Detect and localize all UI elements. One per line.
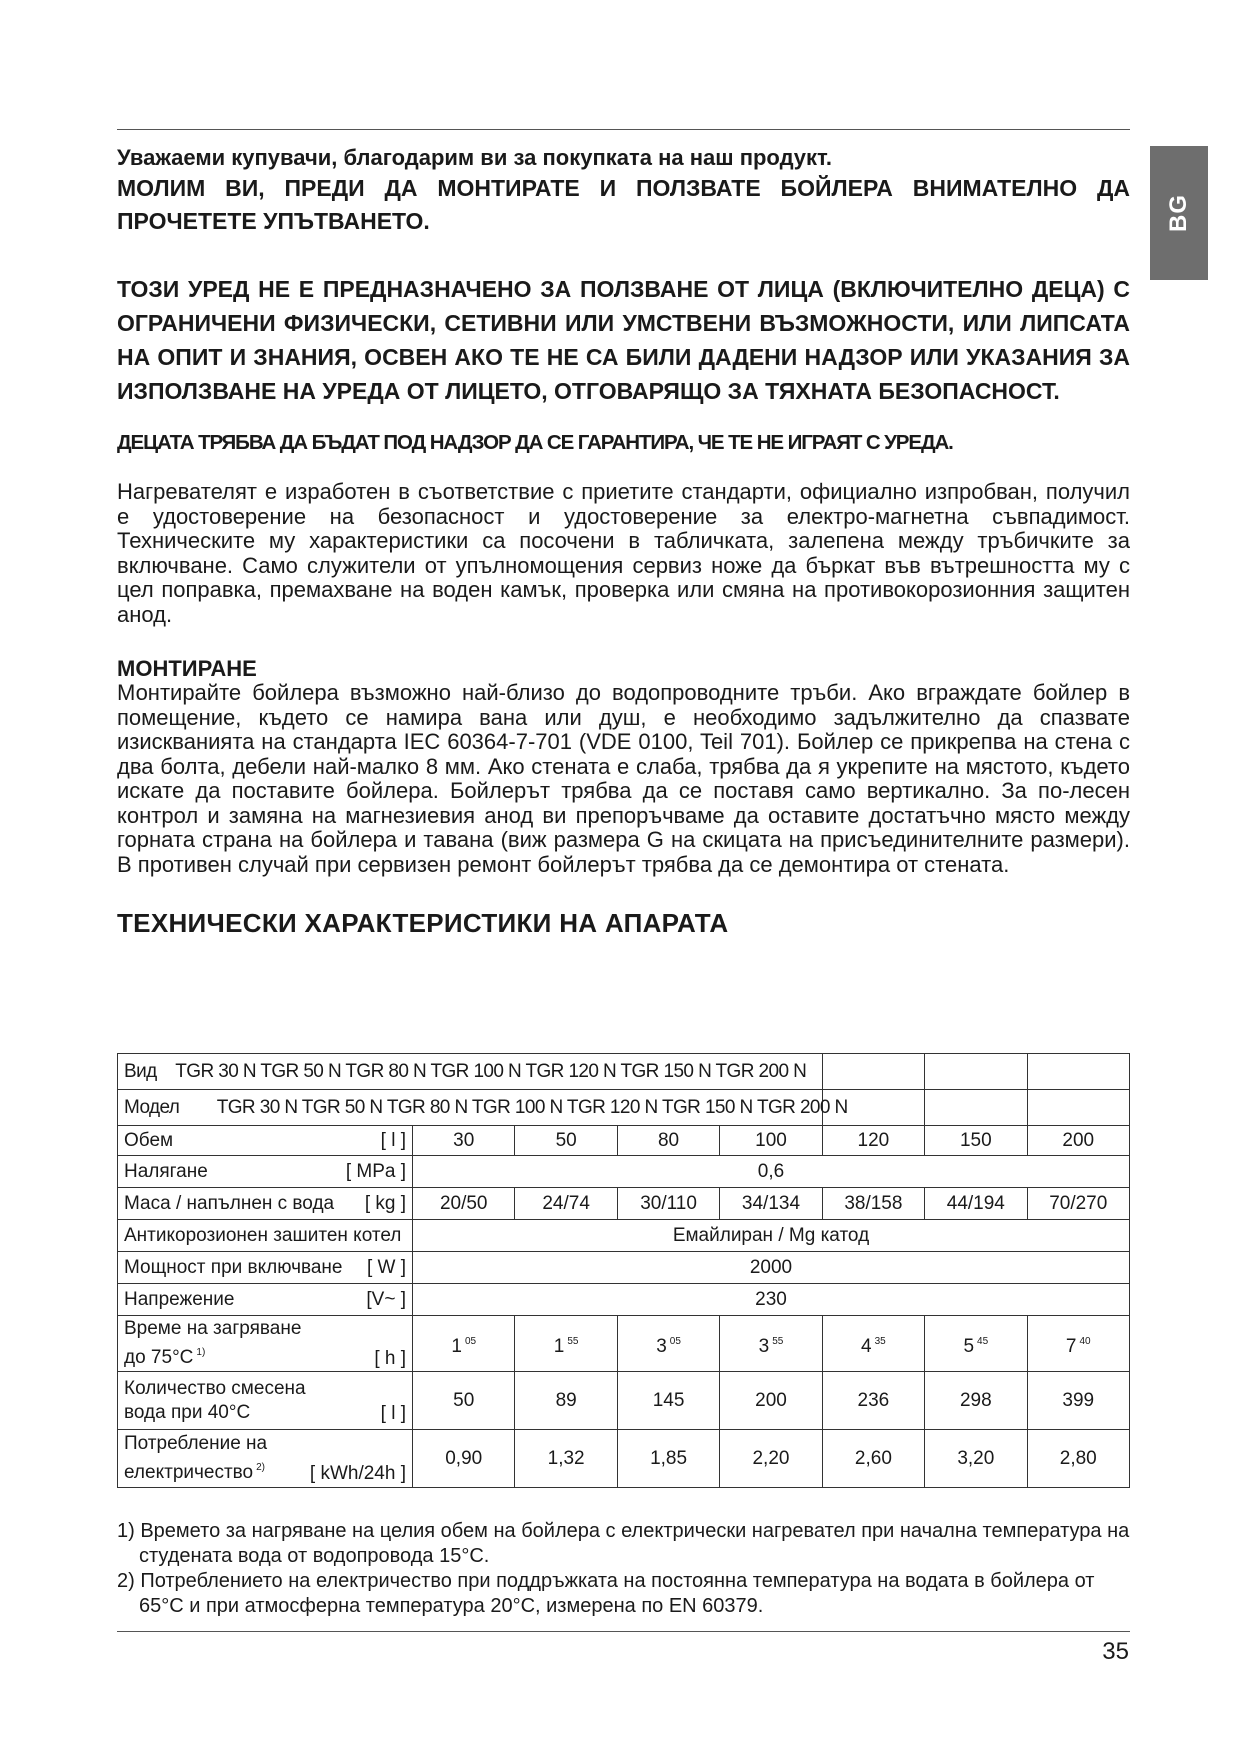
mass-value: 30/110 bbox=[617, 1188, 719, 1220]
power-label: Мощност при включване bbox=[124, 1257, 343, 1278]
pressure-value: 0,6 bbox=[413, 1156, 1130, 1188]
mixed-water-value: 200 bbox=[720, 1372, 822, 1430]
volume-value: 80 bbox=[617, 1126, 719, 1156]
mass-value: 44/194 bbox=[925, 1188, 1027, 1220]
language-tab-label: BG bbox=[1165, 194, 1192, 232]
anticorrosion-value: Емайлиран / Mg катод bbox=[413, 1220, 1130, 1252]
table-row-anticorrosion bbox=[118, 1220, 1130, 1252]
mounting-heading: МОНТИРАНЕ bbox=[117, 656, 257, 681]
mixed-water-value: 236 bbox=[822, 1372, 924, 1430]
model-values: TGR 30 N TGR 50 N TGR 80 N TGR 100 N TGR 120 N TGR 150 N TGR 200 N bbox=[216, 1097, 848, 1118]
table-row-mixed-water bbox=[118, 1372, 1130, 1430]
anticorrosion-label: Антикорозионен зашитен котел bbox=[118, 1220, 413, 1252]
type-cell bbox=[118, 1054, 807, 1090]
mass-label: Маса / напълнен с вода bbox=[124, 1193, 335, 1214]
power-unit: [ W ] bbox=[366, 1257, 406, 1278]
voltage-unit: [V~ ] bbox=[366, 1289, 406, 1310]
mixed-water-value: 50 bbox=[413, 1372, 515, 1430]
model-label: Модел bbox=[124, 1097, 180, 1118]
mass-value: 70/270 bbox=[1027, 1188, 1129, 1220]
mass-unit: [ kg ] bbox=[364, 1193, 406, 1214]
tech-specs-table bbox=[117, 1053, 1130, 1488]
volume-value: 120 bbox=[822, 1126, 924, 1156]
pressure-unit: [ MPa ] bbox=[345, 1161, 406, 1182]
heating-time-value: 3 $^{05}$ bbox=[617, 1316, 719, 1372]
volume-value: 200 bbox=[1027, 1126, 1129, 1156]
mixed-water-label-1: Количество смесена bbox=[124, 1377, 306, 1399]
heating-time-label-2: до 75°C bbox=[124, 1347, 194, 1368]
pressure-label: Налягане bbox=[124, 1161, 208, 1182]
volume-label: Обем bbox=[124, 1130, 174, 1151]
compliance-paragraph: Нагревателят е изработен в съответствие с приетите стандарти, официално изпробван, получил е удостоверение на безопасност и удостоверение за електро-магнетна съвпадимост. Техническите му характеристики са посочени в табличката, залепена между тръбичките за включване. Само служители от упълномощения сервиз ноже да бъркат във вътрешността му с цел поправка, премахване на воден камък, проверка или смяна на противокорозионния защитен анод. bbox=[117, 479, 1130, 627]
voltage-value: 230 bbox=[413, 1284, 1130, 1316]
tech-specs-table-wrapper bbox=[117, 1053, 1130, 1488]
type-values: TGR 30 N TGR 50 N TGR 80 N TGR 100 N TGR 120 N TGR 150 N TGR 200 N bbox=[175, 1061, 807, 1082]
top-rule bbox=[117, 129, 1130, 130]
table-row-type bbox=[118, 1054, 1130, 1090]
heating-time-unit: [ h ] bbox=[374, 1348, 406, 1369]
read-instructions-notice: МОЛИМ ВИ, ПРЕДИ ДА МОНТИРАТЕ И ПОЛЗВАТЕ БОЙЛЕРА ВНИМАТЕЛНО ДА ПРОЧЕТЕТЕ УПЪТВАНЕТО. bbox=[117, 175, 1130, 234]
footnote-ref-1: 1) bbox=[196, 1347, 206, 1358]
mixed-water-value: 145 bbox=[617, 1372, 719, 1430]
footnotes bbox=[117, 1519, 1130, 1619]
mounting-text: Монтирайте бойлера възможно най-близо до водопроводните тръби. Ако вграждате бойлер в помещение, където се намира вана или душ, е необходимо задължително да спазвате изискванията на стандарта IEC 60364-7-701 (VDE 0100, Teil 701). Бойлер се прикрепва на стена с два болта, дебели най-малко 8 мм. Ако стената е слаба, трябва да я укрепите на мястото, където искате да поставите бойлера. Бойлерът трябва да се поставя само вертикално. За по-лесен контрол и замяна на магнезиевия анод ви препоръчваме да оставите достатъчно място между горната страна на бойлера и тавана (виж размера G на скицата на присъединителните размери). В противен случай при сервизен ремонт бойлерът трябва да се демонтира от стената. bbox=[117, 680, 1130, 877]
safety-warning: ТОЗИ УРЕД НЕ Е ПРЕДНАЗНАЧЕНО ЗА ПОЛЗВАНЕ ОТ ЛИЦА (ВКЛЮЧИТЕЛНО ДЕЦА) С ОГРАНИЧЕНИ ФИЗИЧЕСКИ, СЕТИВНИ ИЛИ УМСТВЕНИ ВЪЗМОЖНОСТИ, ИЛИ ЛИПСАТА НА ОПИТ И ЗНАНИЯ, ОСВЕН АКО ТЕ НЕ СА БИЛИ ДАДЕНИ НАДЗОР ИЛИ УКАЗАНИЯ ЗА ИЗПОЛЗВАНЕ НА УРЕДА ОТ ЛИЦЕТО, ОТГОВАРЯЩО ЗА ТЯХНАТА БЕЗОПАСНОСТ. bbox=[117, 276, 1130, 404]
table-row-voltage bbox=[118, 1284, 1130, 1316]
volume-unit: [ l ] bbox=[380, 1130, 406, 1151]
mass-value: 20/50 bbox=[413, 1188, 515, 1220]
power-value: 2000 bbox=[413, 1252, 1130, 1284]
voltage-label: Напрежение bbox=[124, 1289, 235, 1310]
footnote-ref-2: 2) bbox=[256, 1462, 266, 1473]
mixed-water-value: 298 bbox=[925, 1372, 1027, 1430]
consumption-value: 2,60 bbox=[822, 1430, 924, 1488]
consumption-label-1: Потребление на bbox=[124, 1433, 268, 1454]
consumption-label-2: електричество bbox=[124, 1462, 254, 1483]
model-cell bbox=[118, 1090, 848, 1126]
mass-value: 34/134 bbox=[720, 1188, 822, 1220]
heating-time-label-1: Време на загряване bbox=[124, 1318, 302, 1339]
mixed-water-value: 399 bbox=[1027, 1372, 1129, 1430]
consumption-value: 1,32 bbox=[515, 1430, 617, 1488]
consumption-value: 2,20 bbox=[720, 1430, 822, 1488]
table-row-heating-time bbox=[118, 1316, 1130, 1372]
greeting: Уважаеми купувачи, благодарим ви за покупката на наш продукт. bbox=[117, 145, 833, 170]
consumption-value: 3,20 bbox=[925, 1430, 1027, 1488]
mass-value: 38/158 bbox=[822, 1188, 924, 1220]
mixed-water-label-2: вода при 40°C bbox=[124, 1401, 251, 1423]
main-content bbox=[117, 144, 1130, 938]
footnote: 1) Времето за нагряване на целия обем на бойлера с електрически нагревател при начална температура на студената вода от водопровода 15°C. bbox=[117, 1520, 1130, 1567]
bottom-rule bbox=[117, 1631, 1130, 1632]
table-row-model bbox=[118, 1090, 1130, 1126]
table-row-mass bbox=[118, 1188, 1130, 1220]
heating-time-value: 7 $^{40}$ bbox=[1027, 1316, 1129, 1372]
mass-value: 24/74 bbox=[515, 1188, 617, 1220]
heating-time-value: 3 $^{55}$ bbox=[720, 1316, 822, 1372]
language-tab bbox=[1150, 146, 1208, 280]
mixed-water-value: 89 bbox=[515, 1372, 617, 1430]
table-row-volume bbox=[118, 1126, 1130, 1156]
volume-value: 30 bbox=[413, 1126, 515, 1156]
heating-time-value: 4 $^{35}$ bbox=[822, 1316, 924, 1372]
heating-time-value: 1 $^{05}$ bbox=[413, 1316, 515, 1372]
children-warning: ДЕЦАТА ТРЯБВА ДА БЪДАТ ПОД НАДЗОР ДА СЕ ГАРАНТИРА, ЧЕ ТЕ НЕ ИГРАЯТ С УРЕДА. bbox=[117, 431, 953, 454]
consumption-unit: [ kWh/24h ] bbox=[309, 1463, 406, 1484]
table-row-pressure bbox=[118, 1156, 1130, 1188]
consumption-value: 1,85 bbox=[617, 1430, 719, 1488]
table-row-power bbox=[118, 1252, 1130, 1284]
heating-time-value: 1 $^{55}$ bbox=[515, 1316, 617, 1372]
page-number: 35 bbox=[1102, 1638, 1129, 1665]
tech-specs-title: ТЕХНИЧЕСКИ ХАРАКТЕРИСТИКИ НА АПАРАТА bbox=[117, 908, 729, 938]
consumption-value: 2,80 bbox=[1027, 1430, 1129, 1488]
type-label: Вид bbox=[124, 1061, 157, 1082]
volume-value: 50 bbox=[515, 1126, 617, 1156]
footnote: 2) Потреблението на електричество при поддръжката на постоянна температура на водата в бойлера от 65°C и при атмосферна температура 20°C, измерена по EN 60379. bbox=[117, 1570, 1095, 1617]
volume-value: 100 bbox=[720, 1126, 822, 1156]
table-row-consumption bbox=[118, 1430, 1130, 1488]
consumption-value: 0,90 bbox=[413, 1430, 515, 1488]
heating-time-value: 5 $^{45}$ bbox=[925, 1316, 1027, 1372]
volume-value: 150 bbox=[925, 1126, 1027, 1156]
mixed-water-unit: [ l ] bbox=[380, 1402, 406, 1424]
